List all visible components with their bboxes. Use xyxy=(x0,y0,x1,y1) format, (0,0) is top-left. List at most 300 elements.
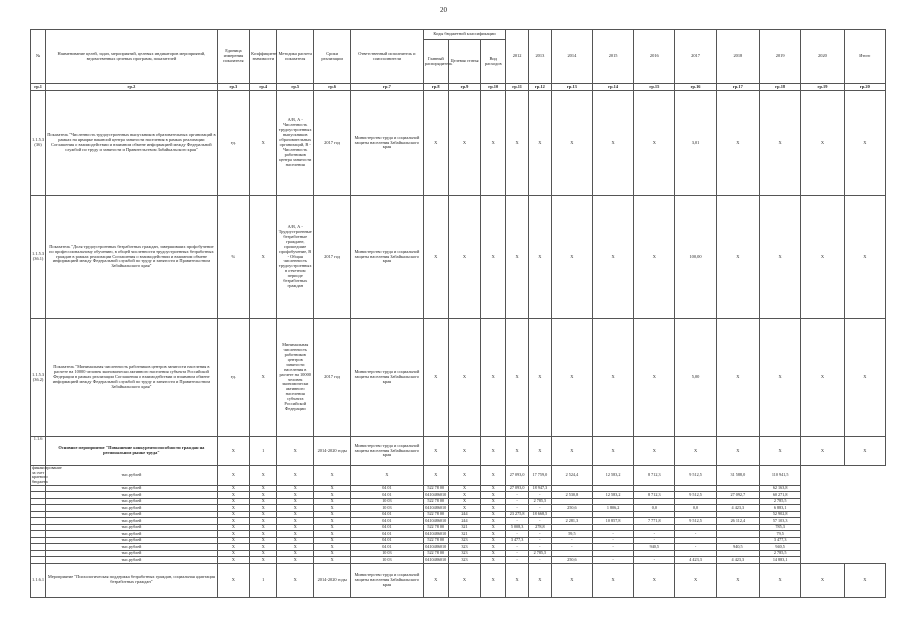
financing-unit: тыс.рублей xyxy=(46,505,217,512)
header-year: 2018 xyxy=(716,30,759,84)
event-cell: X xyxy=(481,563,506,597)
row-cell: X xyxy=(760,91,801,196)
financing-unit: тыс.рублей xyxy=(46,531,217,538)
financing-cell: - xyxy=(506,518,529,525)
financing-cell: X xyxy=(481,466,506,486)
main-event-cell: X xyxy=(551,437,592,466)
financing-cell: 3 477,3 xyxy=(760,537,801,544)
financing-cell: 9 512,5 xyxy=(675,466,716,486)
financing-cell: 1 806,2 xyxy=(592,505,633,512)
financing-cell: 7 771,8 xyxy=(634,518,675,525)
financing-cell: - xyxy=(528,492,551,499)
header-num: № xyxy=(31,30,46,84)
col-number: гр.7 xyxy=(351,84,424,91)
financing-cell: X xyxy=(314,524,351,531)
financing-cell: 59,5 xyxy=(551,531,592,538)
header-year: 2014 xyxy=(551,30,592,84)
event-cell: X xyxy=(675,563,716,597)
financing-unit: тыс.рублей xyxy=(46,466,217,486)
col-number: гр.2 xyxy=(46,84,217,91)
main-event-cell: X xyxy=(528,437,551,466)
row-cell: X xyxy=(506,319,529,437)
financing-cell: 9 512,5 xyxy=(675,492,716,499)
financing-cell: X xyxy=(481,518,506,525)
financing-cell: 244 xyxy=(448,518,481,525)
row-cell: X xyxy=(506,196,529,319)
financing-cell: 31 588,0 xyxy=(716,466,759,486)
financing-cell: 321 xyxy=(448,531,481,538)
financing-cell: - xyxy=(528,505,551,512)
financing-cell: X xyxy=(217,524,250,531)
row-cell: X xyxy=(506,91,529,196)
financing-cell: X xyxy=(250,524,277,531)
financing-cell: X xyxy=(314,557,351,564)
financing-cell: 8 712,3 xyxy=(634,492,675,499)
financing-cell: X xyxy=(481,544,506,551)
financing-cell: 04 01 xyxy=(351,492,424,499)
row-cell: X xyxy=(716,319,759,437)
financing-cell: 0410486010 xyxy=(423,492,448,499)
financing-cell: 2 785,5 xyxy=(760,550,801,557)
row-method: А/В, А - Численность трудоустроенных выпускников образовательных организаций, В - Численность работников центра занятости населения xyxy=(277,91,314,196)
col-number: гр.17 xyxy=(716,84,759,91)
row-cell: X xyxy=(592,91,633,196)
financing-cell: X xyxy=(250,544,277,551)
financing-unit: тыс.рублей xyxy=(46,511,217,518)
financing-cell: 2 530,8 xyxy=(551,492,592,499)
col-number: гр.10 xyxy=(481,84,506,91)
financing-unit: тыс.рублей xyxy=(46,518,217,525)
financing-cell: 04 01 xyxy=(351,485,424,492)
program-table xyxy=(30,29,886,598)
financing-cell: 522 78 00 xyxy=(423,485,448,492)
financing-cell: X xyxy=(314,485,351,492)
financing-cell: X xyxy=(250,537,277,544)
main-event-cell: X xyxy=(592,437,633,466)
row-cell: X xyxy=(634,196,675,319)
event-coef: 1 xyxy=(250,563,277,597)
financing-cell: - xyxy=(528,518,551,525)
row-cell: X xyxy=(844,196,885,319)
col-number: гр.15 xyxy=(634,84,675,91)
main-event-cell: X xyxy=(481,437,506,466)
financing-cell: X xyxy=(481,511,506,518)
financing-cell: X xyxy=(481,531,506,538)
financing-cell: X xyxy=(217,466,250,486)
financing-cell: 785,3 xyxy=(760,524,801,531)
financing-cell: 18 947,3 xyxy=(528,485,551,492)
event-cell: X xyxy=(634,563,675,597)
financing-cell: 27 093,0 xyxy=(506,485,529,492)
header-row-1 xyxy=(31,30,886,40)
financing-cell: 0410486010 xyxy=(423,505,448,512)
financing-cell: 10 03 xyxy=(351,557,424,564)
financing-cell: X xyxy=(314,466,351,486)
event-cell: X xyxy=(844,563,885,597)
financing-cell: 110 941,5 xyxy=(760,466,801,486)
main-event-cell: X xyxy=(844,437,885,466)
col-number: гр.19 xyxy=(801,84,844,91)
financing-cell: 12 583,2 xyxy=(592,466,633,486)
financing-cell: X xyxy=(250,550,277,557)
row-executor: Министерство труда и социальной защиты населения Забайкальского края xyxy=(351,196,424,319)
financing-unit: тыс.рублей xyxy=(46,544,217,551)
main-event-cell: X xyxy=(760,437,801,466)
financing-cell: X xyxy=(481,557,506,564)
financing-cell: X xyxy=(314,537,351,544)
header-budget-code: Коды бюджетной классификации xyxy=(423,30,505,40)
main-event-name: Основное мероприятие "Повышение конкурентоспособности граждан на региональном рынке труда" xyxy=(46,437,217,466)
event-cell: X xyxy=(423,563,448,597)
financing-cell: 23 275,8 xyxy=(506,511,529,518)
financing-cell: 321 xyxy=(448,524,481,531)
financing-cell: X xyxy=(250,518,277,525)
financing-cell: X xyxy=(277,511,314,518)
financing-cell: 522 78 00 xyxy=(423,511,448,518)
header-sub-type: Вид расходов xyxy=(481,40,506,84)
financing-cell: 6 883,1 xyxy=(760,505,801,512)
financing-cell: 0410486010 xyxy=(423,518,448,525)
financing-cell: 04 01 xyxy=(351,524,424,531)
col-number: гр.9 xyxy=(448,84,481,91)
event-name: Мероприятие "Психологическая поддержка безработных граждан, социальная адаптация безработных граждан" xyxy=(46,563,217,597)
row-name: Показатель "Минимальная численность работников центров занятости населения в расчете на 10000 человек экономически активного населения субъекта Российской Федерации в рамках реализации Соглашения о взаимодействии и взаимном обмене информацией между Федеральной службой по труду и занятости и Правительством Забайкальского края" xyxy=(46,319,217,437)
financing-cell: - xyxy=(506,557,529,564)
financing-cell: X xyxy=(277,550,314,557)
col-number: гр.13 xyxy=(551,84,592,91)
financing-cell: X xyxy=(481,505,506,512)
row-cell: X xyxy=(716,91,759,196)
financing-cell: 522 78 00 xyxy=(423,498,448,505)
row-cell: X xyxy=(423,319,448,437)
col-number: гр.18 xyxy=(760,84,801,91)
table-row xyxy=(31,91,886,196)
header-unit: Единица измерения показателя xyxy=(217,30,250,84)
financing-cell: X xyxy=(448,498,481,505)
row-cell: X xyxy=(528,91,551,196)
financing-cell: 9 512,5 xyxy=(675,518,716,525)
financing-cell: X xyxy=(314,544,351,551)
event-cell: X xyxy=(760,563,801,597)
header-year: 2016 xyxy=(634,30,675,84)
row-cell: 100,00 xyxy=(675,196,716,319)
row-cell: X xyxy=(551,319,592,437)
row-name: Показатель "Доля трудоустроенных безработных граждан, завершивших профобучение по профессиональному обучению, в общей численности трудоустроенных безработных граждан в рамках реализации Соглашения о взаимодействии и взаимном обмене информацией между Федеральной службой по труду и занятости и Правительством Забайкальского края" xyxy=(46,196,217,319)
row-cell: X xyxy=(448,196,481,319)
financing-cell: 0410486010 xyxy=(423,544,448,551)
financing-unit: тыс.рублей xyxy=(46,524,217,531)
financing-cell: 04 01 xyxy=(351,537,424,544)
row-executor: Министерство труда и социальной защиты населения Забайкальского края xyxy=(351,319,424,437)
main-event-cell: X xyxy=(448,437,481,466)
financing-cell: X xyxy=(481,492,506,499)
financing-cell: - xyxy=(528,531,551,538)
financing-cell: - xyxy=(506,531,529,538)
financing-cell: X xyxy=(217,505,250,512)
event-cell: X xyxy=(716,563,759,597)
financing-cell: 60 271,8 xyxy=(760,492,801,499)
financing-cell: 940,5 xyxy=(760,544,801,551)
financing-cell: 04 01 xyxy=(351,531,424,538)
financing-cell: - xyxy=(592,544,633,551)
financing-cell: 10 03 xyxy=(351,505,424,512)
row-cell: X xyxy=(801,91,844,196)
financing-unit: тыс.рублей xyxy=(46,485,217,492)
main-event-cell: X xyxy=(675,437,716,466)
main-event-cell: X xyxy=(506,437,529,466)
financing-cell: X xyxy=(277,498,314,505)
financing-cell: 10 03 xyxy=(351,550,424,557)
financing-cell: X xyxy=(351,466,424,486)
financing-cell: - xyxy=(506,505,529,512)
header-year: 2017 xyxy=(675,30,716,84)
col-number: гр.16 xyxy=(675,84,716,91)
col-number: гр.11 xyxy=(506,84,529,91)
financing-cell: X xyxy=(314,511,351,518)
financing-cell: X xyxy=(277,524,314,531)
financing-cell: X xyxy=(448,492,481,499)
financing-cell: 323 xyxy=(448,537,481,544)
event-num: 1.1.6.1 xyxy=(31,563,46,597)
main-event-executor: Министерство труда и социальной защиты населения Забайкальского края xyxy=(351,437,424,466)
financing-cell: 10 857,8 xyxy=(592,518,633,525)
financing-cell: X xyxy=(217,557,250,564)
financing-cell: 26 112,4 xyxy=(716,518,759,525)
financing-cell: - xyxy=(592,557,633,564)
table-row xyxy=(31,319,886,437)
financing-cell: X xyxy=(277,537,314,544)
row-cell: X xyxy=(423,91,448,196)
financing-cell: 0410486010 xyxy=(423,557,448,564)
header-year: 2019 xyxy=(760,30,801,84)
header-method: Методика расчета показателя xyxy=(277,30,314,84)
row-cell: X xyxy=(481,319,506,437)
financing-cell: X xyxy=(277,518,314,525)
financing-cell: 2 524,4 xyxy=(551,466,592,486)
financing-cell: 18 668,5 xyxy=(528,511,551,518)
financing-cell: 5 008,3 xyxy=(506,524,529,531)
financing-cell: 12 583,2 xyxy=(592,492,633,499)
financing-cell: 323 xyxy=(448,550,481,557)
financing-cell: - xyxy=(634,537,675,544)
main-event-method: X xyxy=(277,437,314,466)
row-method: А/В, А - Трудоустроенные безработные граждане, прошедшие профобучение, В - Общая численность трудоустроенных в отчетном периоде безработных граждан xyxy=(277,196,314,319)
financing-cell: - xyxy=(592,537,633,544)
financing-cell: - xyxy=(675,544,716,551)
financing-cell: 04 01 xyxy=(351,511,424,518)
financing-cell: X xyxy=(277,505,314,512)
financing-cell: - xyxy=(528,537,551,544)
financing-cell: X xyxy=(250,557,277,564)
event-cell: X xyxy=(448,563,481,597)
financing-cell: X xyxy=(277,544,314,551)
financing-cell: X xyxy=(448,505,481,512)
row-coef: X xyxy=(250,91,277,196)
financing-cell: X xyxy=(448,485,481,492)
header-year: 2015 xyxy=(592,30,633,84)
financing-cell: 278,8 xyxy=(528,524,551,531)
financing-cell: X xyxy=(250,511,277,518)
row-name: Показатель "Численность трудоустроенных выпускников образовательных организаций в рамках на ярмарке вакансий центра занятости населения в рамках реализации Соглашения о взаимодействии и взаимном обмене информацией между Федеральной службой по труду и занятости и Правительством Забайкальского края" xyxy=(46,91,217,196)
row-coef: X xyxy=(250,319,277,437)
row-cell: 3,01 xyxy=(675,91,716,196)
financing-cell: 250,6 xyxy=(551,505,592,512)
financing-label: финансирование за счет краевого бюджета xyxy=(32,465,62,485)
row-cell: X xyxy=(528,196,551,319)
financing-cell: X xyxy=(250,498,277,505)
financing-cell: 2 785,5 xyxy=(528,498,551,505)
table-row xyxy=(31,196,886,319)
row-cell: X xyxy=(801,196,844,319)
row-unit: ед. xyxy=(217,319,250,437)
financing-cell: X xyxy=(250,492,277,499)
financing-cell: - xyxy=(506,492,529,499)
financing-cell: - xyxy=(551,544,592,551)
financing-cell: 2 785,5 xyxy=(528,550,551,557)
financing-cell: X xyxy=(217,550,250,557)
financing-cell: 8 712,3 xyxy=(634,466,675,486)
header-year: 2013 xyxy=(528,30,551,84)
financing-cell: - xyxy=(528,544,551,551)
main-event-row xyxy=(31,437,886,466)
col-number: гр.8 xyxy=(423,84,448,91)
financing-cell: 522 78 00 xyxy=(423,537,448,544)
row-cell: X xyxy=(592,196,633,319)
financing-cell: X xyxy=(277,492,314,499)
col-number: гр.14 xyxy=(592,84,633,91)
financing-cell: X xyxy=(217,511,250,518)
row-cell: X xyxy=(634,91,675,196)
column-numbers-row xyxy=(31,84,886,91)
financing-cell: X xyxy=(217,485,250,492)
financing-cell: X xyxy=(314,550,351,557)
event-unit: X xyxy=(217,563,250,597)
financing-cell: X xyxy=(481,485,506,492)
main-event-term: 2014-2020 годы xyxy=(314,437,351,466)
financing-cell: 2 281,3 xyxy=(551,518,592,525)
main-event-unit: X xyxy=(217,437,250,466)
row-cell: X xyxy=(551,91,592,196)
col-number: гр.3 xyxy=(217,84,250,91)
financing-cell: - xyxy=(592,531,633,538)
row-cell: X xyxy=(423,196,448,319)
financing-cell: 250,6 xyxy=(551,557,592,564)
financing-cell: 940,5 xyxy=(634,544,675,551)
event-cell: X xyxy=(528,563,551,597)
row-term: 2017 год xyxy=(314,319,351,437)
row-method: Минимальная численность работников центров занятости населения в расчете на 10000 человек экономически активного населения субъекта Российской Федерации xyxy=(277,319,314,437)
event-row xyxy=(31,563,886,597)
financing-cell: - xyxy=(506,544,529,551)
main-event-cell: X xyxy=(716,437,759,466)
row-coef: X xyxy=(250,196,277,319)
row-executor: Министерство труда и социальной защиты населения Забайкальского края xyxy=(351,91,424,196)
financing-cell: 4 423,3 xyxy=(716,505,759,512)
financing-cell: 3 477,3 xyxy=(506,537,529,544)
event-executor: Министерство труда и социальной защиты населения Забайкальского края xyxy=(351,563,424,597)
row-cell: X xyxy=(551,196,592,319)
row-cell: X xyxy=(528,319,551,437)
row-cell: 5,00 xyxy=(675,319,716,437)
header-sub-section: Целевая статья xyxy=(448,40,481,84)
header-coef: Коэффициент значимости xyxy=(250,30,277,84)
financing-cell: 0410486010 xyxy=(423,531,448,538)
financing-cell: X xyxy=(217,531,250,538)
financing-cell: 10 03 xyxy=(351,498,424,505)
financing-unit: тыс.рублей xyxy=(46,550,217,557)
col-number: гр.1 xyxy=(31,84,46,91)
row-cell: X xyxy=(844,319,885,437)
financing-cell: X xyxy=(217,537,250,544)
col-number: гр.20 xyxy=(844,84,885,91)
financing-cell: 522 78 00 xyxy=(423,524,448,531)
row-cell: X xyxy=(634,319,675,437)
financing-cell: X xyxy=(277,485,314,492)
financing-cell: X xyxy=(314,498,351,505)
financing-cell: X xyxy=(277,466,314,486)
financing-cell: 0,0 xyxy=(675,505,716,512)
row-cell: X xyxy=(481,91,506,196)
financing-cell: 27 093,0 xyxy=(506,466,529,486)
financing-cell: 62 163,8 xyxy=(760,485,801,492)
financing-cell: - xyxy=(634,531,675,538)
main-event-coef: 1 xyxy=(250,437,277,466)
financing-cell: X xyxy=(481,524,506,531)
financing-unit: тыс.рублей xyxy=(46,537,217,544)
row-cell: X xyxy=(716,196,759,319)
financing-cell: X xyxy=(277,557,314,564)
financing-cell: - xyxy=(675,531,716,538)
header-executor: Ответственный исполнитель и соисполнители xyxy=(351,30,424,84)
row-num: 1.1.5.3 (36) xyxy=(31,91,46,196)
financing-cell: X xyxy=(314,505,351,512)
row-num: 1.1.5.3 (36.2) xyxy=(31,319,46,437)
financing-cell: X xyxy=(217,492,250,499)
main-event-cell: X xyxy=(801,437,844,466)
financing-unit: тыс.рублей xyxy=(46,557,217,564)
col-number: гр.6 xyxy=(314,84,351,91)
col-number: гр.4 xyxy=(250,84,277,91)
row-cell: X xyxy=(760,196,801,319)
main-event-cell: X xyxy=(423,437,448,466)
row-cell: X xyxy=(760,319,801,437)
financing-cell: 4 423,3 xyxy=(716,557,759,564)
financing-cell: X xyxy=(217,544,250,551)
header-sub-main: Главный распорядитель xyxy=(423,40,448,84)
header-term: Сроки реализации xyxy=(314,30,351,84)
financing-unit: тыс.рублей xyxy=(46,498,217,505)
financing-cell: 522 78 00 xyxy=(423,550,448,557)
row-cell: X xyxy=(592,319,633,437)
financing-cell: X xyxy=(250,531,277,538)
row-cell: X xyxy=(448,91,481,196)
event-cell: X xyxy=(506,563,529,597)
financing-cell: X xyxy=(250,485,277,492)
financing-cell: 4 423,3 xyxy=(675,557,716,564)
financing-cell: 2 785,5 xyxy=(760,498,801,505)
financing-cell: 244 xyxy=(448,511,481,518)
event-cell: X xyxy=(551,563,592,597)
row-cell: X xyxy=(801,319,844,437)
financing-cell: X xyxy=(314,518,351,525)
row-term: 2017 год xyxy=(314,91,351,196)
row-cell: X xyxy=(481,196,506,319)
row-cell: X xyxy=(448,319,481,437)
financing-cell: 04 01 xyxy=(351,518,424,525)
financing-cell: - xyxy=(634,557,675,564)
financing-cell: X xyxy=(314,531,351,538)
financing-cell: X xyxy=(277,531,314,538)
